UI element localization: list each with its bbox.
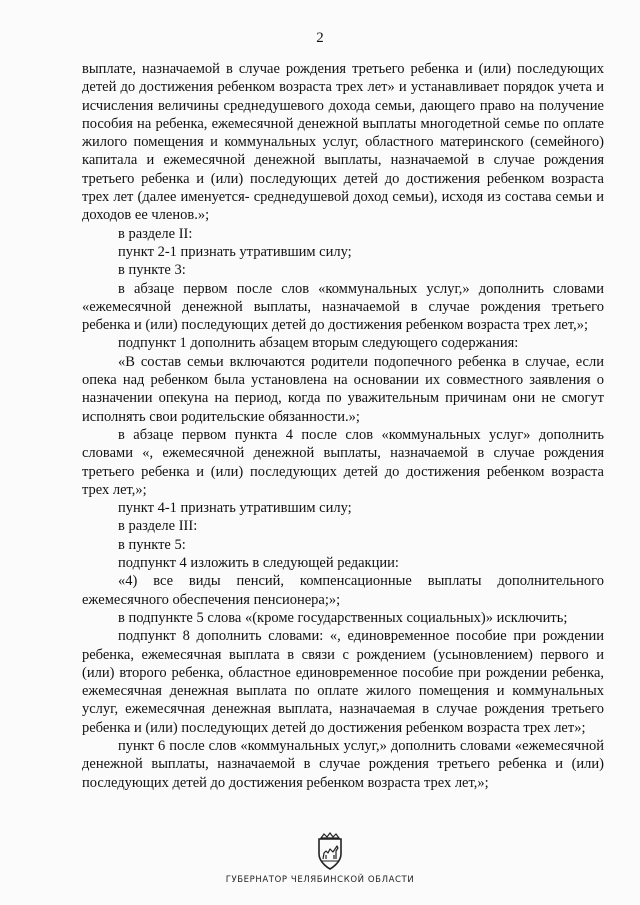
paragraph: «4) все виды пенсий, компенсационные выплаты дополнительного ежемесячного обеспечения пенсионера;»; — [82, 573, 604, 608]
paragraph: подпункт 4 изложить в следующей редакции: — [118, 555, 399, 572]
paragraph: пункт 4-1 признать утратившим силу; — [118, 500, 352, 517]
footer-caption: ГУБЕРНАТОР ЧЕЛЯБИНСКОЙ ОБЛАСТИ — [225, 875, 415, 885]
page-number: 2 — [316, 30, 324, 46]
paragraph: в пункте 3: — [118, 262, 186, 279]
paragraph: в абзаце первом после слов «коммунальных услуг,» дополнить словами «ежемесячной денежной выплаты, назначаемой в случае рождения третьего ребенка и (или) последующих детей до достижения ребенком возраста трех лет,»; — [82, 280, 604, 334]
paragraph: «В состав семьи включаются родители подопечного ребенка в случае, если опека над ребенком была установлена на основании их совместного заявления о назначении опекуна на период, когда по уважительным причинам они не смогут исполнять свои родительские обязанности.»; — [82, 353, 604, 425]
paragraph: подпункт 8 дополнить словами: «, единовременное пособие при рождении ребенка, ежемесячная выплата в связи с рождением (усыновлением) первого и (или) второго ребенка, областное единовременное пособие при рождении ребенка, ежемесячная денежная выплата по оплате жилого помещения и коммунальных услуг, ежемесячная денежная выплата, назначаемая в случае рождения третьего ребенка и (или) последующих детей до достижения ребенком возраста трех лет»; — [82, 628, 604, 736]
paragraph: выплате, назначаемой в случае рождения третьего ребенка и (или) последующих детей до достижения ребенком возраста трех лет» и устанавливает порядок учета и исчисления величины среднедушевого дохода семьи, дающего право на получение пособия на ребенка, ежемесячной денежной выплаты многодетной семье по оплате жилого помещения и коммунальных услуг, областного материнского (семейного) капитала и ежемесячной денежной выплаты, назначаемой в случае рождения третьего ребенка и (или) последующих детей до достижения ребенком возраста трех лет (далее именуется- среднедушевой доход семьи), исходя из состава семьи и доходов ее членов.»; — [82, 61, 604, 224]
document-body — [82, 60, 604, 792]
paragraph: в разделе III: — [118, 518, 198, 535]
paragraph: в разделе II: — [118, 225, 193, 242]
paragraph: в пункте 5: — [118, 536, 186, 553]
paragraph: пункт 6 после слов «коммунальных услуг,» дополнить словами «ежемесячной денежной выплаты, назначаемой в случае рождения третьего ребенка и (или) последующих детей до достижения ребенком возраста трех лет,»; — [82, 737, 604, 791]
coat-of-arms-icon — [312, 832, 348, 872]
paragraph: подпункт 1 дополнить абзацем вторым следующего содержания: — [118, 335, 519, 352]
paragraph: в подпункте 5 слова «(кроме государственных социальных)» исключить; — [118, 609, 568, 626]
paragraph: в абзаце первом пункта 4 после слов «коммунальных услуг» дополнить словами «, ежемесячной денежной выплаты, назначаемой в случае рождения третьего ребенка и (или) последующих детей до достижения ребенком возраста трех лет,»; — [82, 426, 604, 498]
paragraph: пункт 2-1 признать утратившим силу; — [118, 243, 352, 260]
